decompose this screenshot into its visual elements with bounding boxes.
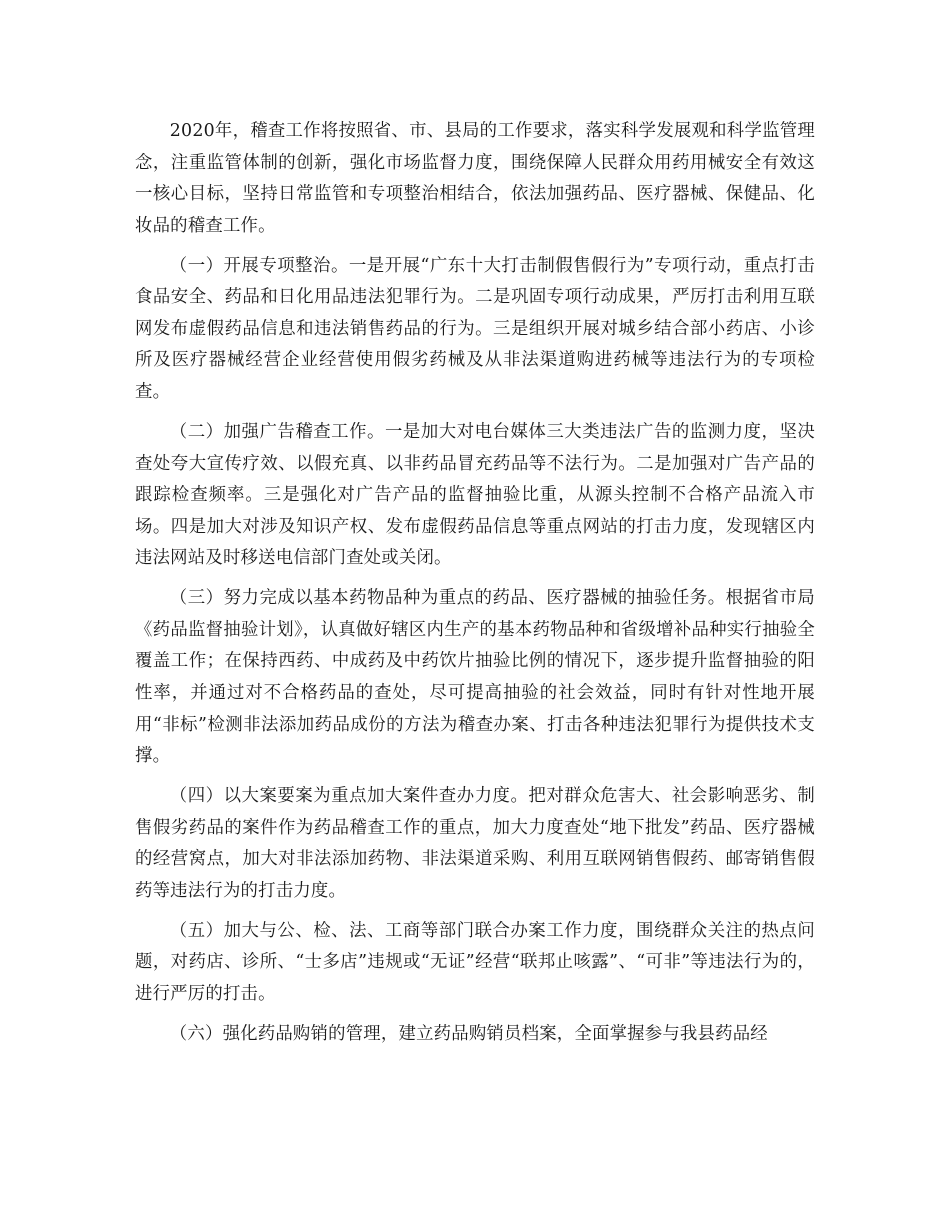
- paragraph-section-2: （二）加强广告稽查工作。一是加大对电台媒体三大类违法广告的监测力度，坚决查处夸大宣传疗效、以假充真、以非药品冒充药品等不法行为。二是加强对广告产品的跟踪检查频率。三是强化对广告产品的监督抽验比重，从源头控制不合格产品流入市场。四是加大对涉及知识产权、发布虚假药品信息等重点网站的打击力度，发现辖区内违法网站及时移送电信部门查处或关闭。: [135, 421, 815, 569]
- paragraph-section-4: （四）以大案要案为重点加大案件查办力度。把对群众危害大、社会影响恶劣、制售假劣药品的案件作为药品稽查工作的重点，加大力度查处“地下批发”药品、医疗器械的经营窝点，加大对非法添加药物、非法渠道采购、利用互联网销售假药、邮寄销售假药等违法行为的打击力度。: [135, 786, 815, 901]
- paragraph-section-6: （六）强化药品购销的管理，建立药品购销员档案，全面掌握参与我县药品经: [169, 1023, 768, 1044]
- paragraph-section-3: （三）努力完成以基本药物品种为重点的药品、医疗器械的抽验任务。根据省市局《药品监督抽验计划》，认真做好辖区内生产的基本药物品种和省级增补品种实行抽验全覆盖工作；在保持西药、中成药及中药饮片抽验比例的情况下，逐步提升监督抽验的阳性率，并通过对不合格药品的查处，尽可提高抽验的社会效益，同时有针对性地开展用“非标”检测非法添加药品成份的方法为稽查办案、打击各种违法犯罪行为提供技术支撑。: [135, 588, 815, 767]
- paragraph-intro: 2020年，稽查工作将按照省、市、县局的工作要求，落实科学发展观和科学监管理念，注重监管体制的创新，强化市场监督力度，围绕保障人民群众用药用械安全有效这一核心目标，坚持日常监管和专项整治相结合，依法加强药品、医疗器械、保健品、化妆品的稽查工作。: [135, 121, 815, 236]
- paragraph-section-5: （五）加大与公、检、法、工商等部门联合办案工作力度，围绕群众关注的热点问题，对药店、诊所、“士多店”违规或“无证”经营“联邦止咳露”、“可非”等违法行为的，进行严厉的打击。: [135, 920, 815, 1004]
- document-body: [135, 116, 815, 1050]
- paragraph-section-1: （一）开展专项整治。一是开展“广东十大打击制假售假行为”专项行动，重点打击食品安全、药品和日化用品违法犯罪行为。二是巩固专项行动成果，严厉打击利用互联网发布虚假药品信息和违法销售药品的行为。三是组织开展对城乡结合部小药店、小诊所及医疗器械经营企业经营使用假劣药械及从非法渠道购进药械等违法行为的专项检查。: [135, 255, 815, 403]
